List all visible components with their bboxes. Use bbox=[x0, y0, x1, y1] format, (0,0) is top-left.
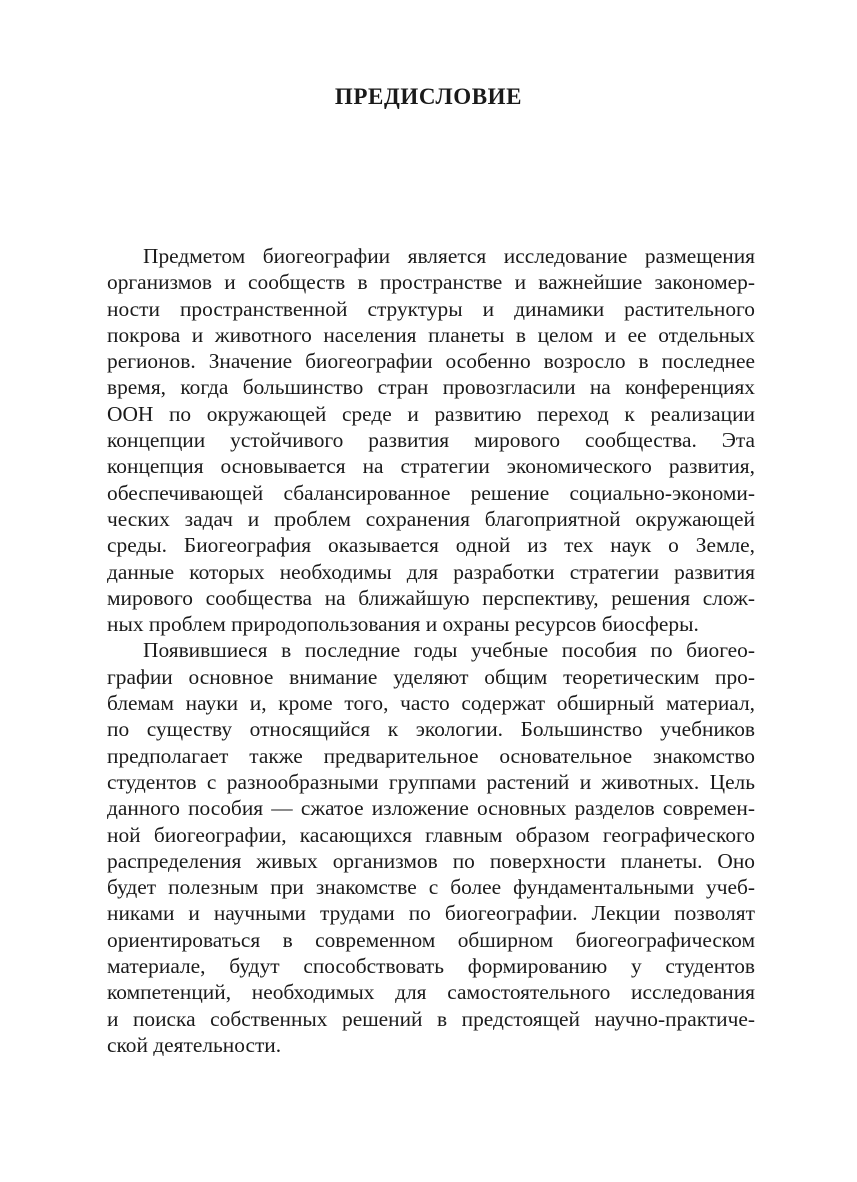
text-line: среды. Биогеография оказывается одной из тех наук о Земле, bbox=[107, 533, 755, 558]
text-line: ной биогеографии, касающихся главным образом географического bbox=[107, 822, 755, 847]
page-title: ПРЕДИСЛОВИЕ bbox=[334, 84, 523, 109]
text-line: материале, будут способствовать формированию у студентов bbox=[107, 954, 755, 979]
text-line: студентов с разнообразными группами растений и животных. Цель bbox=[107, 769, 755, 794]
text-line: никами и научными трудами по биогеографии. Лекции позволят bbox=[107, 901, 755, 926]
text-line: блемам науки и, кроме того, часто содержат обширный материал, bbox=[107, 691, 755, 716]
text-line: регионов. Значение биогеографии особенно возросло в последнее bbox=[107, 349, 755, 374]
text-line: ных проблем природопользования и охраны ресурсов биосферы. bbox=[107, 612, 699, 637]
text-line: ской деятельности. bbox=[107, 1032, 282, 1057]
text-line: распределения живых организмов по поверхности планеты. Оно bbox=[107, 848, 755, 873]
text-line: ческих задач и проблем сохранения благоприятной окружающей bbox=[107, 506, 755, 531]
text-line: ООН по окружающей среде и развитию переход к реализации bbox=[107, 401, 755, 426]
text-line: графии основное внимание уделяют общим теоретическим про- bbox=[107, 664, 755, 689]
text-line: мирового сообщества на ближайшую перспективу, решения слож- bbox=[107, 585, 755, 610]
text-line: по существу относящийся к экологии. Большинство учебников bbox=[107, 717, 755, 742]
text-line: компетенций, необходимых для самостоятельного исследования bbox=[107, 980, 755, 1005]
text-line: Появившиеся в последние годы учебные пособия по биогео- bbox=[143, 638, 755, 663]
text-line: концепции устойчивого развития мирового сообщества. Эта bbox=[107, 428, 755, 453]
text-line: покрова и животного населения планеты в целом и ее отдельных bbox=[107, 322, 755, 347]
text-line: ности пространственной структуры и динамики растительного bbox=[107, 296, 755, 321]
text-line: Предметом биогеографии является исследование размещения bbox=[143, 244, 755, 268]
text-line: предполагает также предварительное основательное знакомство bbox=[107, 743, 755, 768]
text-line: обеспечивающей сбалансированное решение социально-экономи- bbox=[107, 480, 755, 505]
paragraph-2 bbox=[107, 637, 755, 1058]
text-line: данные которых необходимы для разработки стратегии развития bbox=[107, 559, 755, 584]
text-line: данного пособия — сжатое изложение основных разделов современ- bbox=[107, 796, 755, 821]
text-line: и поиска собственных решений в предстоящей научно-практиче- bbox=[107, 1006, 755, 1031]
body-text bbox=[107, 243, 755, 1058]
text-line: концепция основывается на стратегии экономического развития, bbox=[107, 454, 755, 479]
text-line: время, когда большинство стран провозгласили на конференциях bbox=[107, 375, 755, 400]
paragraph-1 bbox=[107, 243, 755, 637]
text-line: ориентироваться в современном обширном биогеографическом bbox=[107, 927, 755, 952]
text-line: будет полезным при знакомстве с более фундаментальными учеб- bbox=[107, 875, 755, 900]
text-line: организмов и сообществ в пространстве и важнейшие закономер- bbox=[107, 270, 755, 295]
